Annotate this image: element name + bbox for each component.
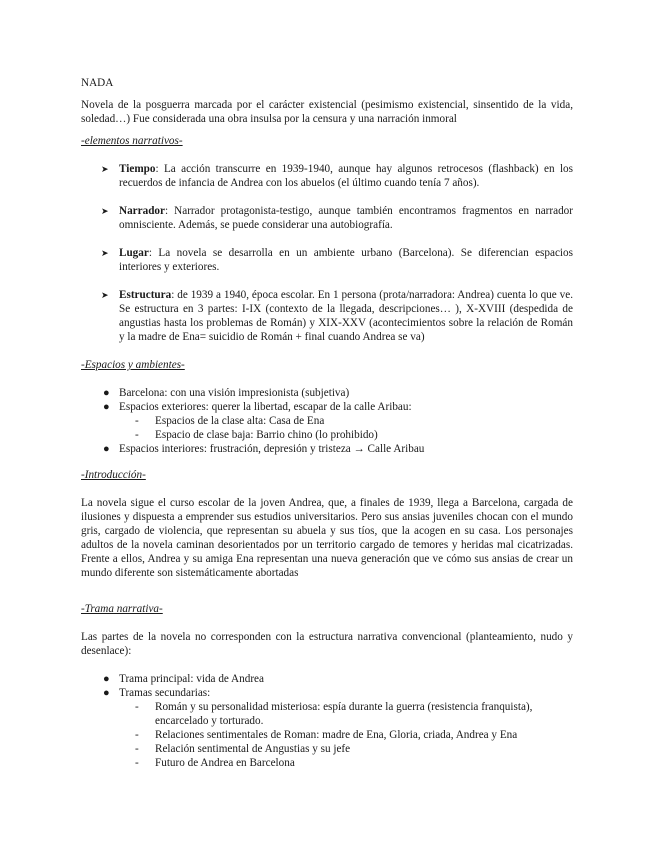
bullet-icon: ● [103,401,110,413]
item-label: Tiempo [119,163,156,175]
dash-marker: - [135,415,139,427]
introduccion-paragraph: La novela sigue el curso escolar de la joven Andrea, que, a finales de 1939, llega a Barcelona, cargada de ilusiones y dispuesta a emprender sus estudios universitarios. Pero sus ansias juveniles chocan con el mundo gris, cargado de violencia, que representan su abuela y sus tíos, que la acogen en su casa. Los personajes adultos de la novela caminan desorientados por un territorio cargado de temores y heridas mal cicatrizadas. Frente a ellos, Andrea y su amiga Ena representan una nueva generación que ve cómo sus ansias de crear un mundo diferente son sistemáticamente abortadas [81,497,573,579]
dash-marker: - [135,729,139,741]
list-item-estructura [81,288,573,344]
item-label: Lugar [119,247,149,259]
sub-list [119,700,573,770]
elementos-list [81,162,573,344]
item-text: Tramas secundarias: [119,687,211,699]
dash-marker: - [135,743,139,755]
dash-marker: - [135,701,139,713]
document-content [81,76,573,782]
sub-list-item [81,414,573,428]
sub-list-item [81,728,573,742]
item-label: Narrador [119,205,165,217]
bullet-icon: ● [103,687,110,699]
list-item [81,686,573,770]
intro-paragraph: Novela de la posguerra marcada por el carácter existencial (pesimismo existencial, sinsentido de la vida, soledad…) Fue considerada una obra insulsa por la censura y una narración inmoral [81,99,573,125]
bullet-icon: ● [103,443,110,455]
item-label: Estructura [119,289,172,301]
arrow-bullet-icon: ➤ [101,206,109,216]
heading-introduccion: -Introducción- [81,469,146,481]
document-title: NADA [81,77,114,89]
sub-item-text: Relaciones sentimentales de Roman: madre de Ena, Gloria, criada, Andrea y Ena [155,729,518,741]
heading-espacios-ambientes: -Espacios y ambientes- [81,359,185,371]
sub-list-item [81,756,573,770]
item-text: : La novela se desarrolla en un ambiente urbano (Barcelona). Se diferencian espacios interiores y exteriores. [119,247,573,273]
dash-marker: - [135,429,139,441]
item-text: Espacios interiores: frustración, depresión y tristeza → Calle Aribau [119,443,425,455]
sub-list [119,414,573,442]
item-text: : Narrador protagonista-testigo, aunque también encontramos fragmentos en narrador omnisciente. Además, se puede considerar una autobiografía. [119,205,573,231]
sub-list-item [81,742,573,756]
list-item [81,442,573,456]
item-text: Barcelona: con una visión impresionista (subjetiva) [119,387,350,399]
bullet-icon: ● [103,387,110,399]
arrow-bullet-icon: ➤ [101,164,109,174]
sub-item-text: Espacios de la clase alta: Casa de Ena [155,415,325,427]
item-text: : de 1939 a 1940, época escolar. En 1 persona (prota/narradora: Andrea) cuenta lo que ve. Se estructura en 3 partes: I-IX (contexto de la llegada, descripciones… ), X-XVIII (despedida de angustias hasta los problemas de Román) y XIX-XXV (acontecimientos sobre la relación de Román y la madre de Ena= suicidio de Román + final cuando Andrea se va) [119,289,573,343]
bullet-icon: ● [103,673,110,685]
sub-list-item [81,700,573,728]
sub-item-text: Román y su personalidad misteriosa: espía durante la guerra (resistencia franquista), encarcelado y torturado. [155,701,533,727]
trama-paragraph: Las partes de la novela no corresponden con la estructura narrativa convencional (planteamiento, nudo y desenlace): [81,631,573,657]
item-text: Trama principal: vida de Andrea [119,673,264,685]
espacios-list [81,386,573,456]
item-text: Espacios exteriores: querer la libertad, escapar de la calle Aribau: [119,401,412,413]
sub-item-text: Espacio de clase baja: Barrio chino (lo prohibido) [155,429,378,441]
list-item [81,672,573,686]
sub-item-text: Relación sentimental de Angustias y su jefe [155,743,351,755]
list-item [81,400,573,442]
item-text: : La acción transcurre en 1939-1940, aunque hay algunos retrocesos (flashback) en los recuerdos de infancia de Andrea con los abuelos (el último cuando tenía 7 años). [119,163,573,189]
arrow-bullet-icon: ➤ [101,290,109,300]
dash-marker: - [135,757,139,769]
list-item-tiempo [81,162,573,190]
heading-elementos-narrativos: -elementos narrativos- [81,135,183,147]
sub-list-item [81,428,573,442]
list-item-lugar [81,246,573,274]
heading-trama-narrativa: -Trama narrativa- [81,603,163,615]
trama-list [81,672,573,770]
arrow-bullet-icon: ➤ [101,248,109,258]
sub-item-text: Futuro de Andrea en Barcelona [155,757,295,769]
list-item [81,386,573,400]
list-item-narrador [81,204,573,232]
